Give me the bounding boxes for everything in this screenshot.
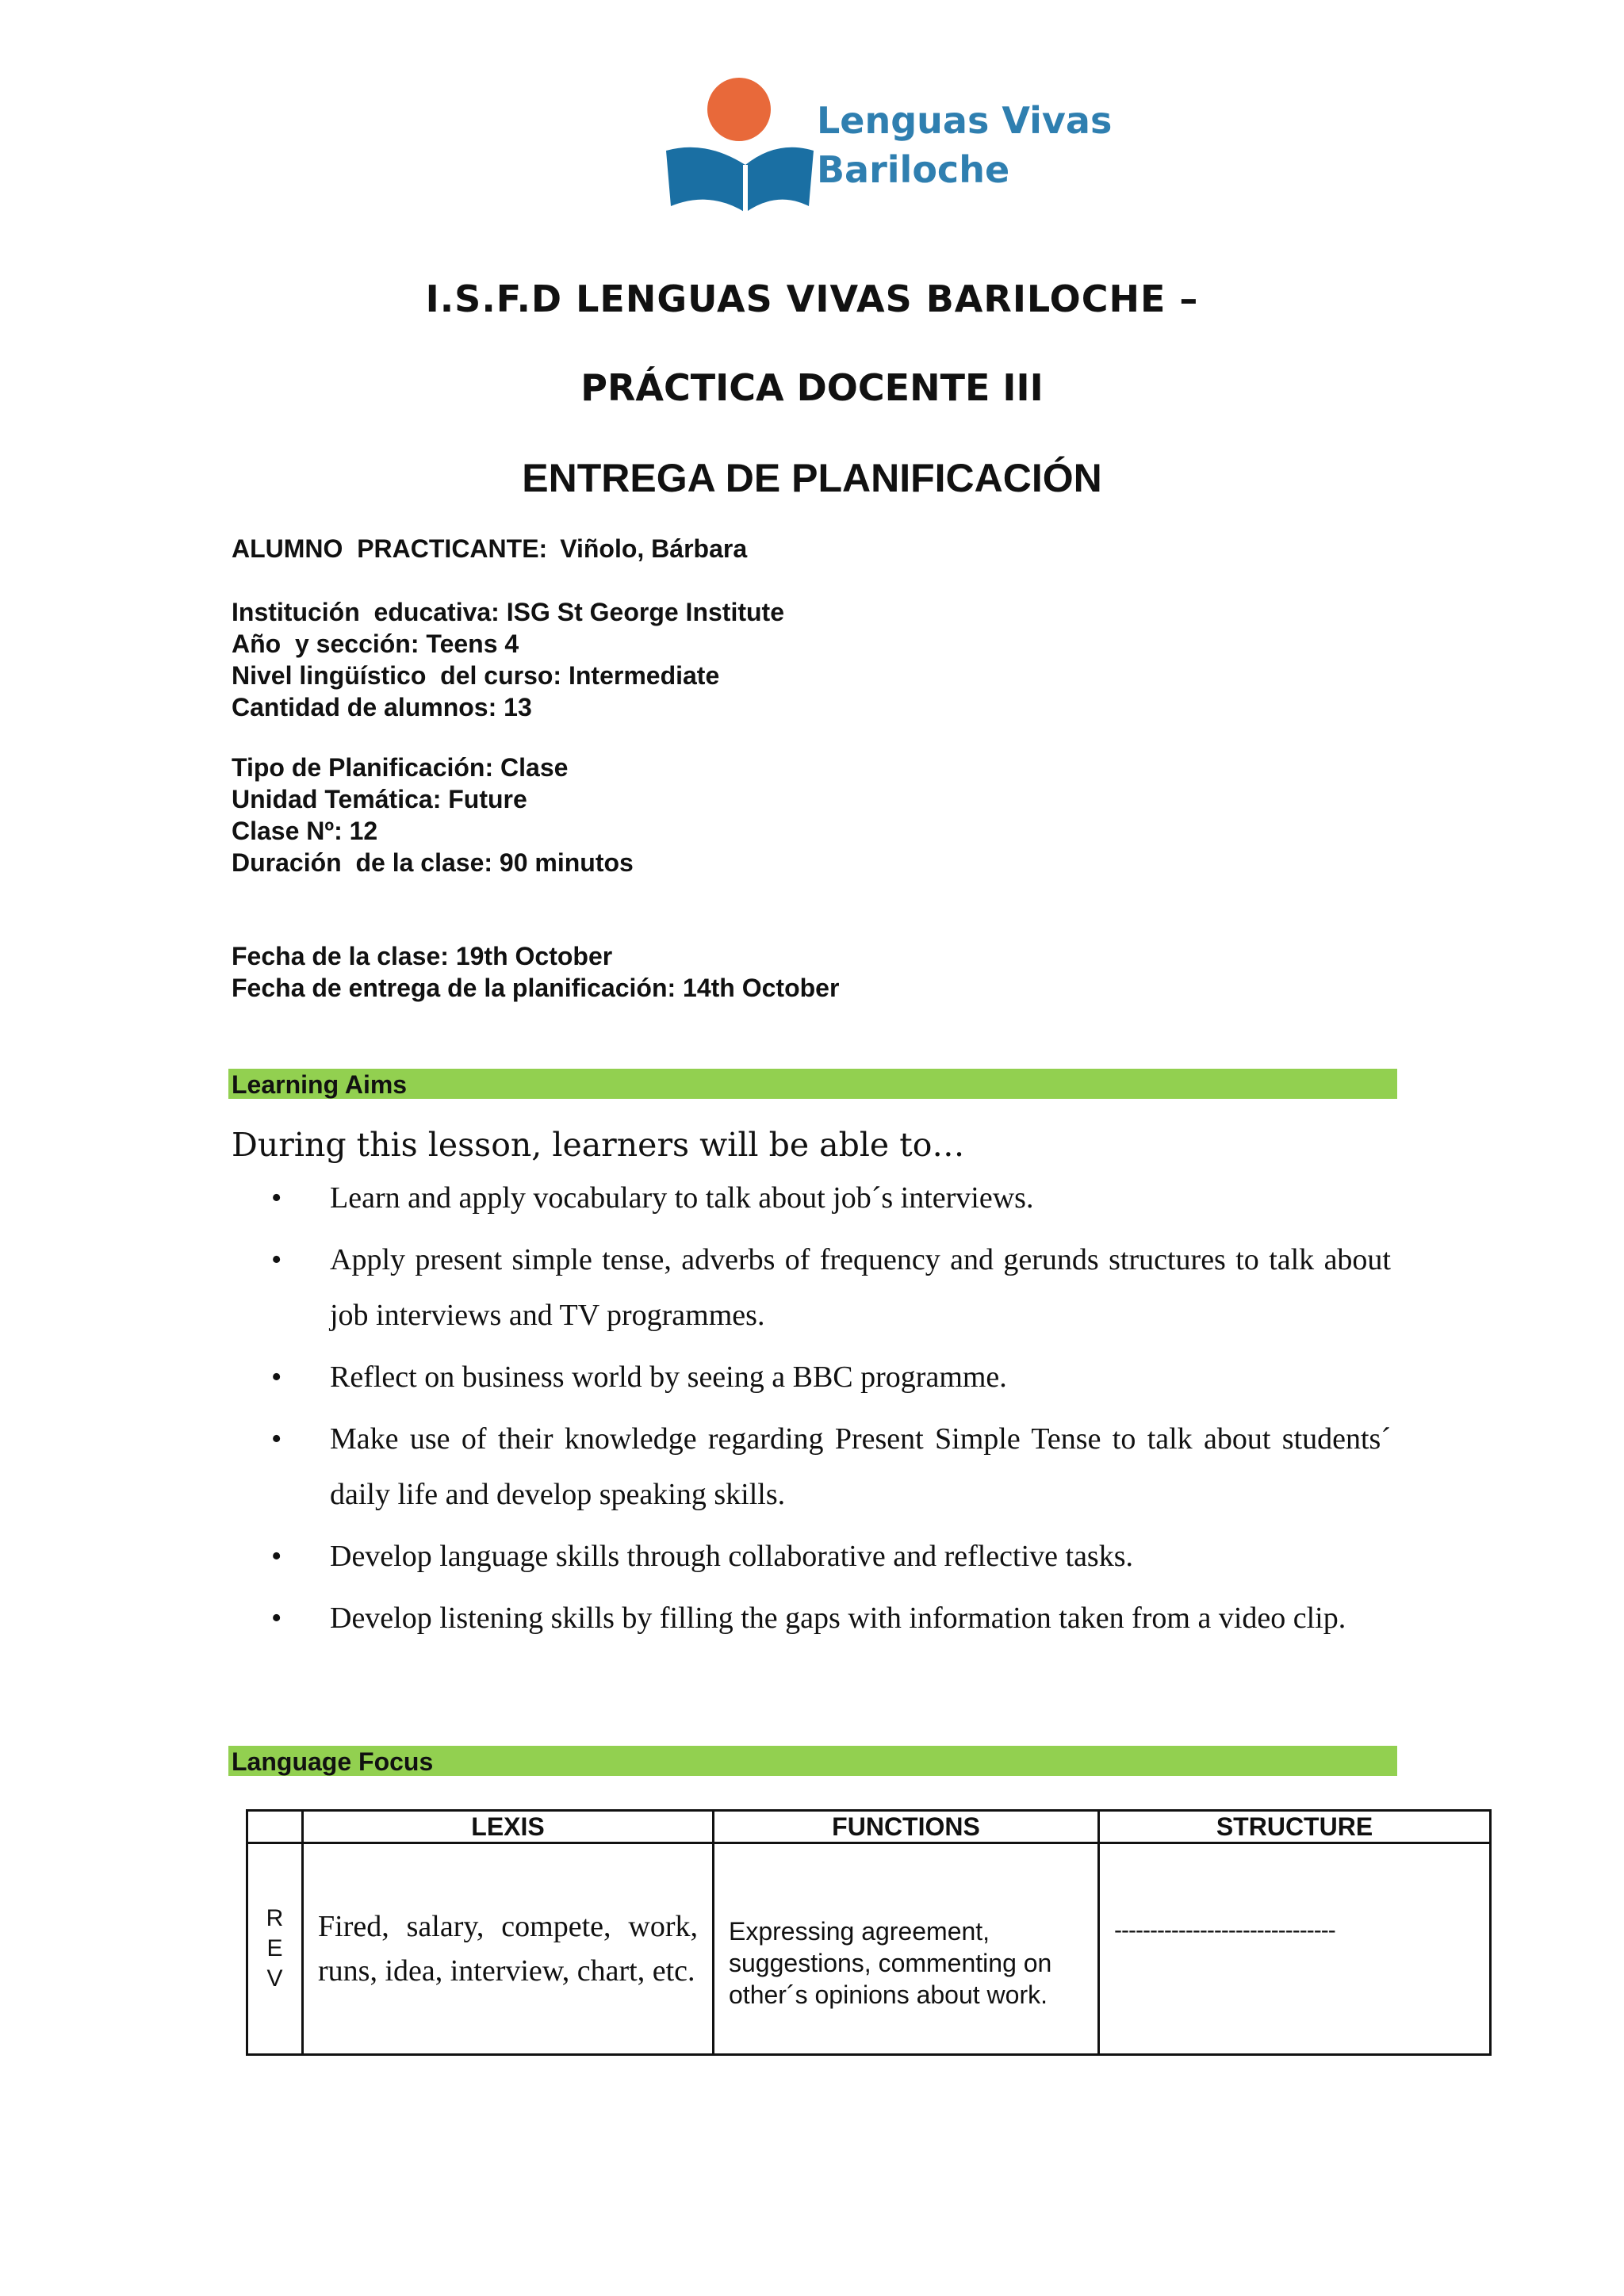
info-row [232,815,634,847]
institution-block [232,596,784,723]
info-label: Fecha de entrega de la planificación: [232,974,676,1002]
aim-item: • Make use of their knowledge regarding Present Simple Tense to talk about students´ daily life and develop speaking skills. [270,1411,1391,1522]
info-row [232,972,839,1004]
info-row [232,660,784,691]
info-value: Teens 4 [426,629,519,658]
row-label-cell [247,1843,303,2055]
structure-cell: ------------------------------- [1099,1843,1491,2055]
info-row [232,940,839,972]
language-focus-table [246,1809,1492,2056]
table-header-structure: STRUCTURE [1099,1811,1491,1843]
aim-item: • Develop language skills through collaborative and reflective tasks. [270,1529,1391,1584]
dates-block [232,940,839,1004]
aim-item: • Learn and apply vocabulary to talk about job´s interviews. [270,1170,1391,1226]
aim-item: • Apply present simple tense, adverbs of frequency and gerunds structures to talk about job interviews and TV programmes. [270,1232,1391,1343]
info-value: ISG St George Institute [506,598,784,626]
info-label: Clase Nº: [232,817,343,845]
info-value: 19th October [455,942,613,970]
course-title: PRÁCTICA DOCENTE III [580,366,1044,409]
planning-block [232,752,634,878]
info-value: 90 minutos [499,848,634,877]
info-label: Tipo de Planificación: [232,753,494,782]
info-label: Año y sección: [232,629,419,658]
table-header-row [247,1811,1491,1843]
aim-item: • Develop listening skills by filling the gaps with information taken from a video clip. [270,1590,1391,1646]
info-row [232,691,784,723]
aim-item: • Reflect on business world by seeing a BBC programme. [270,1349,1391,1405]
info-row [232,847,634,878]
info-label: Nivel lingüístico del curso: [232,661,562,690]
learning-aims-heading: Learning Aims [232,1070,408,1099]
student-value: Viñolo, Bárbara [560,534,748,563]
info-label: Cantidad de alumnos: [232,693,497,721]
institute-title: I.S.F.D LENGUAS VIVAS BARILOCHE – [425,277,1199,320]
functions-cell: Expressing agreement, suggestions, commenting on other´s opinions about work. [714,1843,1099,2055]
info-row [232,783,634,815]
info-label: Fecha de la clase: [232,942,449,970]
logo-line-1: Lenguas Vivas [817,99,1113,142]
info-row [232,752,634,783]
table-header-functions: FUNCTIONS [714,1811,1099,1843]
info-value: 14th October [683,974,840,1002]
student-line [232,533,747,564]
logo-book-icon [666,147,814,212]
info-row [232,628,784,660]
info-value: 13 [504,693,532,721]
info-value: Intermediate [568,661,720,690]
info-value: Clase [500,753,569,782]
row-label-letter: E [266,1935,283,1961]
table-row [247,1843,1491,2055]
logo-line-2: Bariloche [817,148,1010,191]
learning-aims-list [270,1170,1391,1652]
learning-aims-intro: During this lesson, learners will be able to… [232,1126,965,1164]
lexis-cell: Fired, salary, compete, work, runs, idea, interview, chart, etc. [303,1843,714,2055]
table-header-lexis: LEXIS [303,1811,714,1843]
delivery-title: ENTREGA DE PLANIFICACIÓN [522,456,1102,500]
logo-sun-icon [707,78,771,141]
info-value: Future [448,785,527,813]
info-label: Duración de la clase: [232,848,493,877]
lenguas-vivas-logo [650,71,1113,230]
info-label: Institución educativa: [232,598,500,626]
student-label: ALUMNO PRACTICANTE: [232,534,548,563]
info-label: Unidad Temática: [232,785,442,813]
table-header-blank [247,1811,303,1843]
language-focus-heading: Language Focus [232,1747,434,1776]
learning-aims-bar [228,1069,1397,1099]
row-label-letter: R [266,1905,284,1931]
info-value: 12 [349,817,378,845]
language-focus-bar [228,1746,1397,1776]
row-label-letter: V [266,1965,283,1992]
info-row [232,596,784,628]
